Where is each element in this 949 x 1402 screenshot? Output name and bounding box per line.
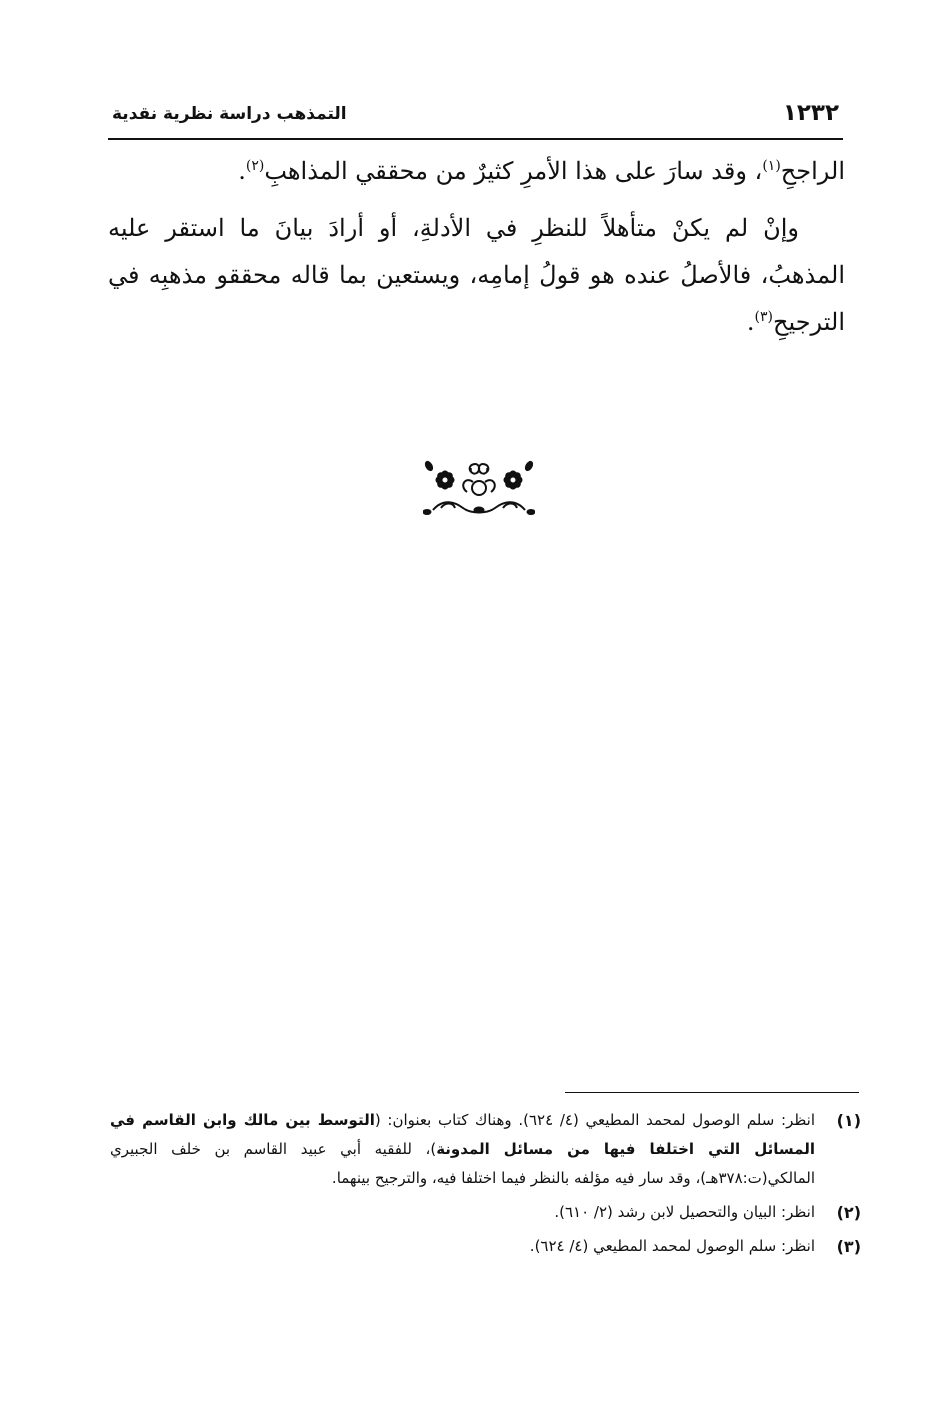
paragraph-1-part-3: . <box>238 157 246 185</box>
footnote-number: (١) <box>836 1111 861 1130</box>
footnote-3 <box>110 1232 861 1261</box>
footnote-ref-2: (٢) <box>245 158 265 174</box>
footnote-ref-3: (٣) <box>754 309 773 325</box>
paragraph-2-part-1: وإنْ لم يكنْ متأهلاً للنظرِ في الأدلةِ، أو أرادَ بيانَ ما استقر عليه المذهبُ، فالأصلُ عنده هو قولُ إمامِه، ويستعين بما قاله محققو مذهبِه في الترجيحِ <box>108 214 845 336</box>
footnote-1 <box>110 1106 861 1193</box>
running-title: التمذهب دراسة نظرية نقدية <box>112 104 347 124</box>
page-number: ١٢٣٢ <box>782 100 839 126</box>
main-text <box>108 148 845 356</box>
footnote-separator <box>565 1092 859 1093</box>
footnote-text: انظر: سلم الوصول لمحمد المطيعي (٤/ ٦٢٤). <box>529 1237 815 1255</box>
footnote-text: انظر: البيان والتحصيل لابن رشد (٢/ ٦١٠). <box>554 1203 815 1221</box>
footnotes <box>110 1106 861 1266</box>
paragraph-1-part-1: الراجحِ <box>780 157 845 185</box>
paragraph-1 <box>108 148 845 195</box>
footnote-number: (٣) <box>836 1237 861 1256</box>
footnote-number: (٢) <box>836 1203 861 1222</box>
floral-ornament-icon <box>423 458 535 518</box>
footnote-1-part-3: )، للفقيه أبي عبيد القاسم بن خلف الجبيري المالكي(ت:٣٧٨هـ)، وقد سار فيه مؤلفه بالنظر فيما اختلفا فيه، والترجيح بينهما. <box>110 1140 815 1187</box>
page-header <box>108 98 843 140</box>
paragraph-1-part-2: ، وقد سارَ على هذا الأمرِ كثيرٌ من محققي المذاهبِ <box>264 157 763 185</box>
paragraph-2 <box>108 205 845 346</box>
footnote-2 <box>110 1198 861 1227</box>
footnote-ref-1: (١) <box>762 158 781 174</box>
footnote-text <box>110 1111 815 1187</box>
book-title: التوسط بين مالك وابن القاسم في المسائل التي اختلفا فيها من مسائل المدونة <box>110 1111 815 1158</box>
paragraph-2-part-2: . <box>746 308 755 336</box>
footnote-1-part-1: انظر: سلم الوصول لمحمد المطيعي (٤/ ٦٢٤). وهناك كتاب بعنوان: ( <box>374 1111 815 1129</box>
